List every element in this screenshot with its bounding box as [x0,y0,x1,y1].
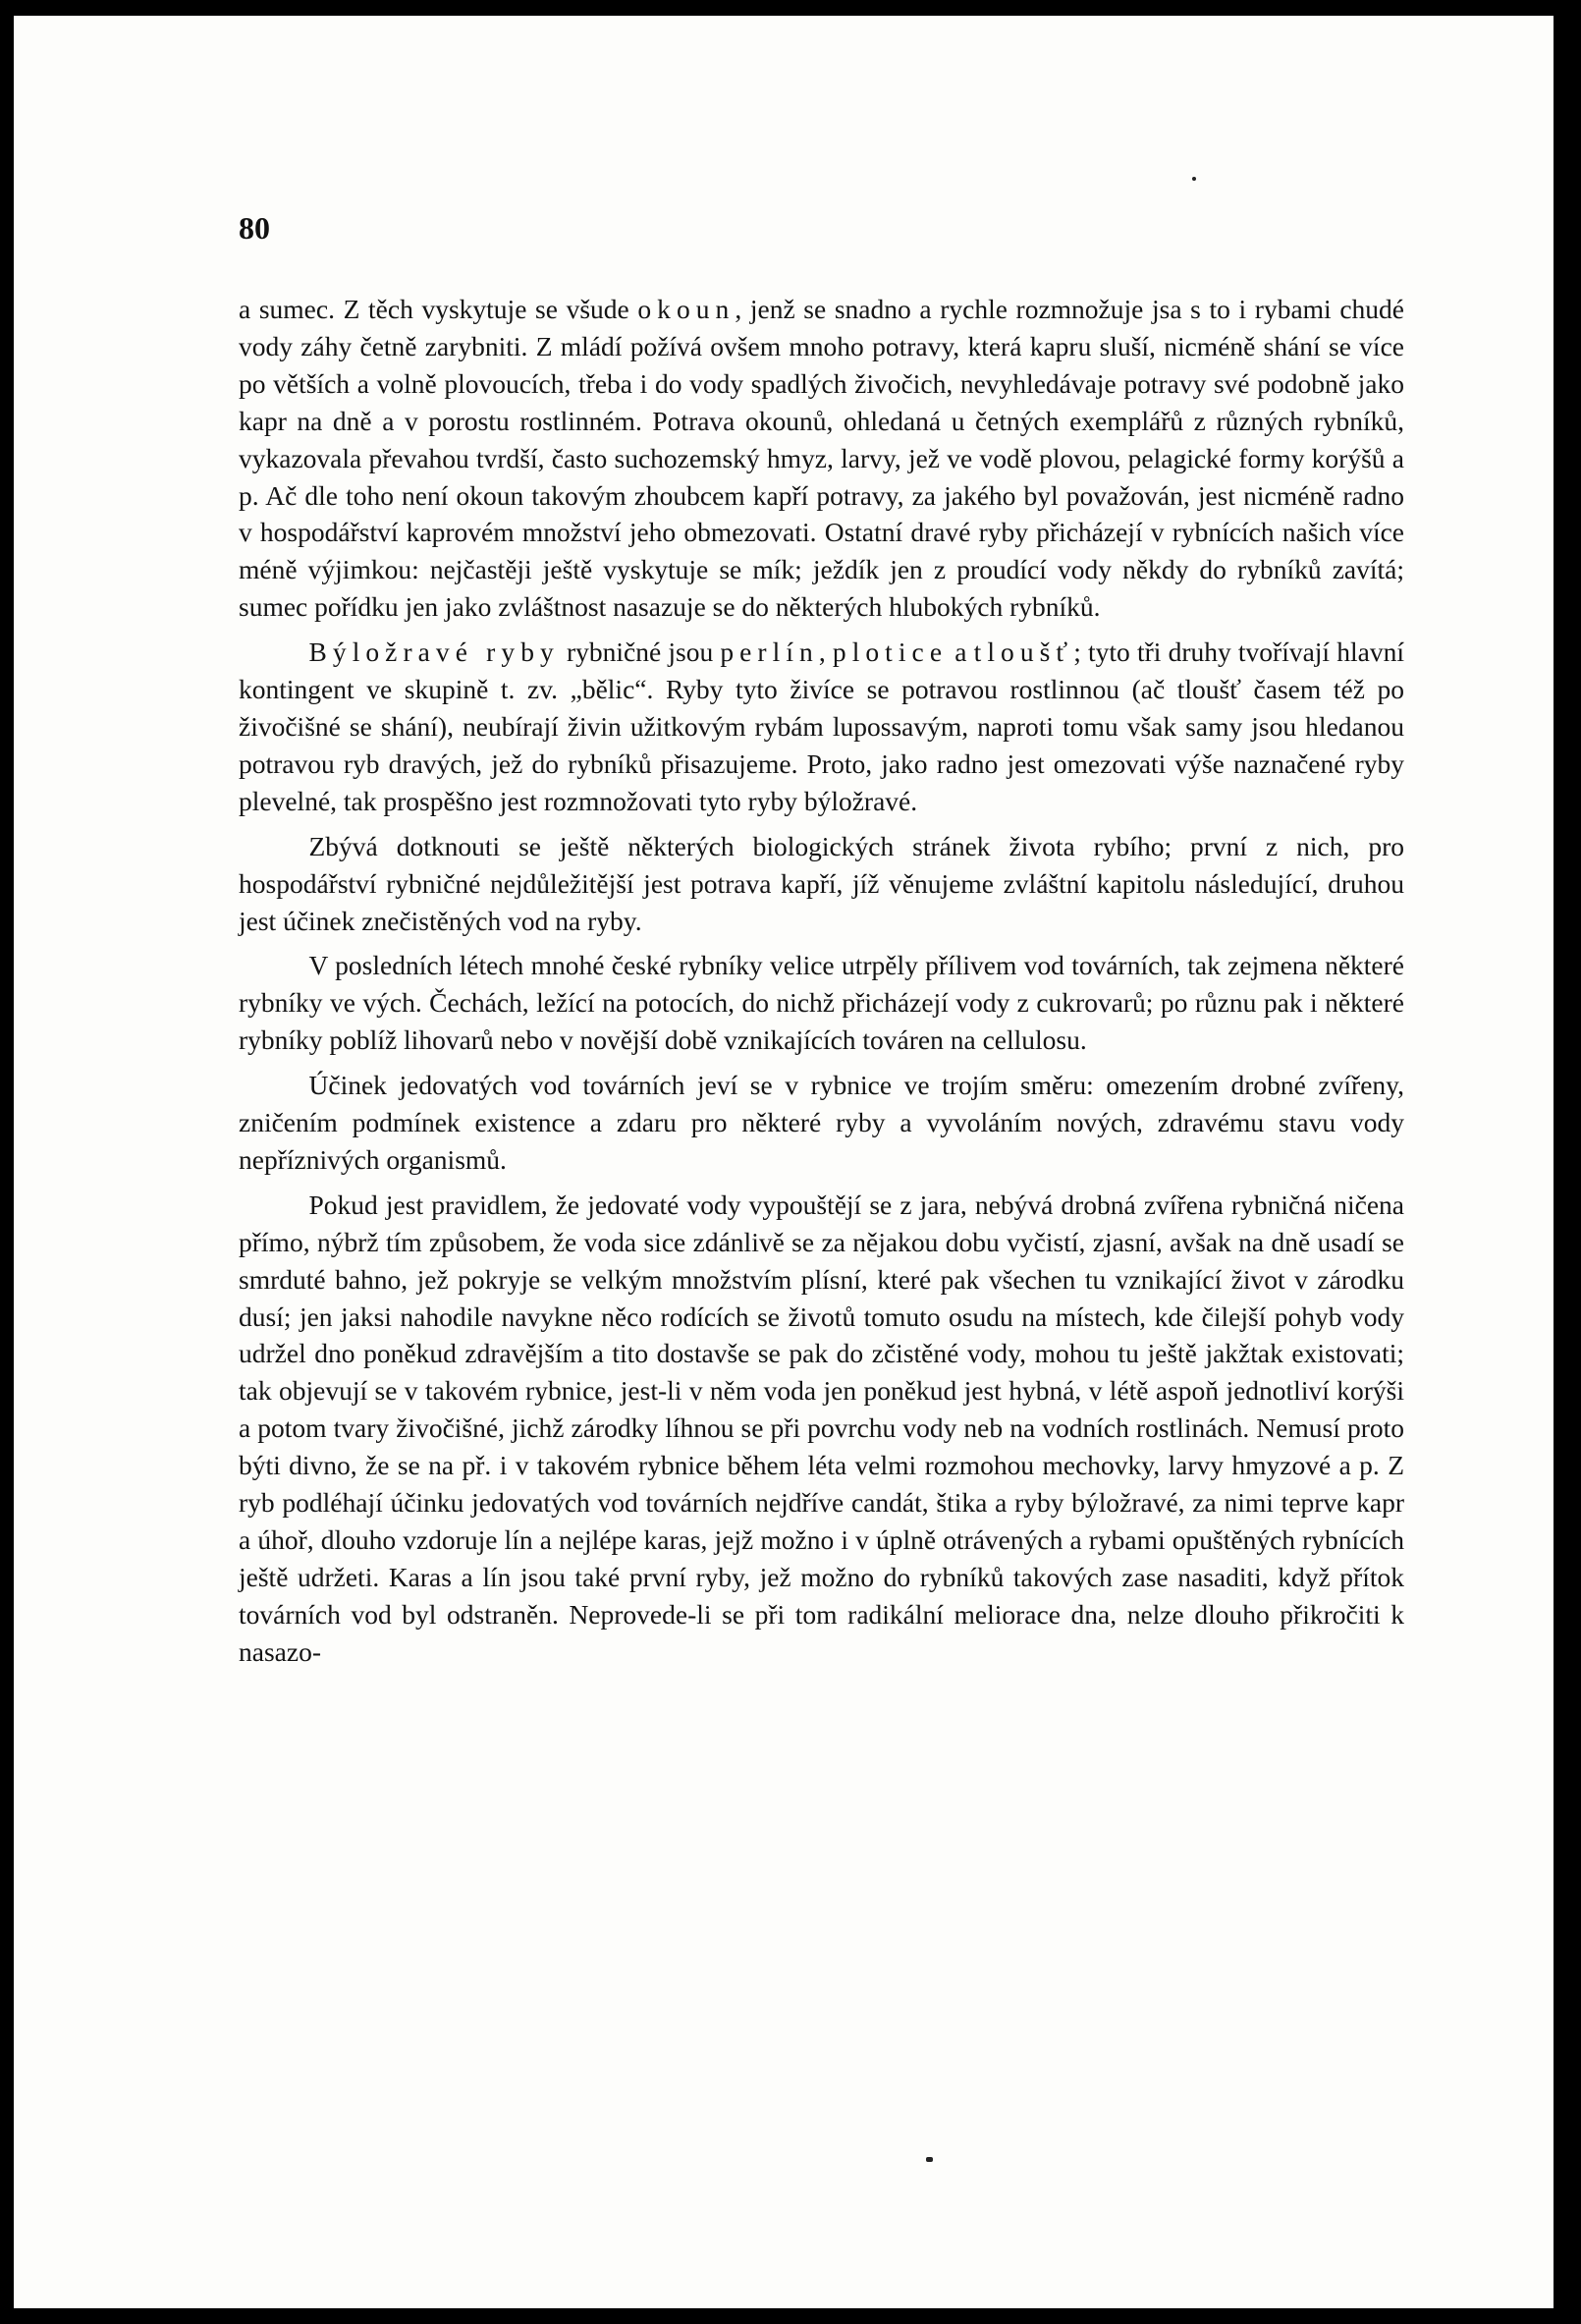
text-segment: , jenž se snadno a rychle rozmnožuje jsa s to i rybami chudé vody záhy četně zarybniti. Z mládí požívá ovšem mnoho potravy, která kapru sluší, nicméně shání se více po větších a volně plovoucích, třeba i do vody spadlých živočich, nevyhledávaje potravy své podobně jako kapr na dně a v porostu rostlinném. Potrava okounů, ohledaná u četných exemplářů z různých rybníků, vykazovala převahou tvrdší, často suchozemský hmyz, larvy, jež ve vodě plovou, pelagické formy korýšů a p. Ač dle toho není okoun takovým zhoubcem kapří potravy, za jakého byl považován, jest nicméně radno v hospodářství kaprovém množství jeho obmezovati. Ostatní dravé ryby přicházejí v rybnících našich více méně výjimkou: nejčastěji ještě vyskytuje se mík; ježdík jen z proudící vody někdy do rybníků zavítá; sumec pořídku jen jako zvláštnost nasazuje se do některých hlubokých rybníků. [239,294,1404,623]
text-segment: Účinek jedovatých vod továrních jeví se v rybnice ve trojím směru: omezením drobné zvířeny, zničením podmínek existence a zdaru pro některé ryby a vyvoláním nových, zdravému stavu vody nepříznivých organismů. [239,1070,1404,1175]
emphasis-segment: plotice [832,636,949,668]
ink-speck [926,2157,933,2162]
page-number: 80 [239,210,270,246]
paragraph [239,1187,1404,1671]
paragraph [239,634,1404,820]
book-page [14,16,1554,2308]
paragraph [239,828,1404,940]
text-segment: ; tyto tři druhy tvořívají hlavní kontingent ve skupině t. zv. „bělic“. Ryby tyto živíce se potravou rostlinnou (ač tloušť časem též po živočišné se shání), neubírají živin užitkovým rybám lupossavým, naproti tomu však samy jsou hledanou potravou ryb dravých, jež do rybníků přisazujeme. Proto, jako radno jest omezovati výše naznačené ryby plevelné, tak prospěšno jest rozmnožovati tyto ryby býložravé. [239,636,1404,816]
text-segment: Pokud jest pravidlem, že jedovaté vody vypouštějí se z jara, nebývá drobná zvířena rybničná ničena přímo, nýbrž tím způsobem, že voda sice zdánlivě se za nějakou dobu vyčistí, zjasní, avšak na dně usadí se smrduté bahno, jež pokryje se velkým množstvím plísní, které pak všechen tu vznikající život v zárodku dusí; jen jaksi nahodile navykne něco rodících se životů tomuto osudu na místech, kde čilejší pohyb vody udržel dno poněkud zdravějším a tito dostavše se pak do zčistěné vody, mohou tu ještě jakžtak existovati; tak objevují se v takovém rybnice, jest-li v něm voda jen poněkud jest hybná, v létě aspoň jednotliví korýši a potom tvary živočišné, jichž zárodky líhnou se při povrchu vody neb na vodních rostlinách. Nemusí proto býti divno, že se na př. i v takovém rybnice během léta velmi rozmohou mechovky, larvy hmyzové a p. Z ryb podléhají účinku jedovatých vod továrních nejdříve candát, štika a ryby býložravé, za nimi teprve kapr a úhoř, dlouho vzdoruje lín a nejlépe karas, jejž možno i v úplně otrávených a rybami opuštěných rybnících ještě udržeti. Karas a lín jsou také první ryby, jež možno do rybníků takových zase nasaditi, když přítok továrních vod byl odstraněn. Neprovede-li se při tom radikální meliorace dna, nelze dlouho přikročiti k nasazo- [239,1189,1404,1667]
emphasis-segment: okoun [637,294,736,324]
text-segment: a sumec. Z těch vyskytuje se všude [239,294,638,324]
body-text [239,291,1404,1679]
emphasis-segment: Býložravé ryby [308,636,560,668]
paragraph [239,947,1404,1059]
emphasis-segment: perlín [720,636,819,668]
paragraph [239,1067,1404,1179]
text-segment: V posledních létech mnohé české rybníky velice utrpěly přílivem vod továrních, tak zejmena některé rybníky ve vých. Čechách, ležící na potocích, do nichž přicházejí vody z cukrovarů; po různu pak i některé rybníky poblíž lihovarů nebo v novější době vznikajících továren na cellulosu. [239,950,1404,1056]
text-segment: rybničné jsou [559,636,721,668]
paragraph [239,291,1404,626]
text-segment: Zbývá dotknouti se ještě některých biologických stránek života rybího; první z nich, pro hospodářství rybničné nejdůležitější jest potrava kapří, jíž věnujeme zvláštní kapitolu následující, druhou jest účinek znečistěných vod na ryby. [239,830,1404,936]
emphasis-segment: tloušť [973,636,1074,668]
text-segment: a [948,636,974,668]
ink-speck [1192,177,1196,181]
text-segment: , [818,636,833,668]
